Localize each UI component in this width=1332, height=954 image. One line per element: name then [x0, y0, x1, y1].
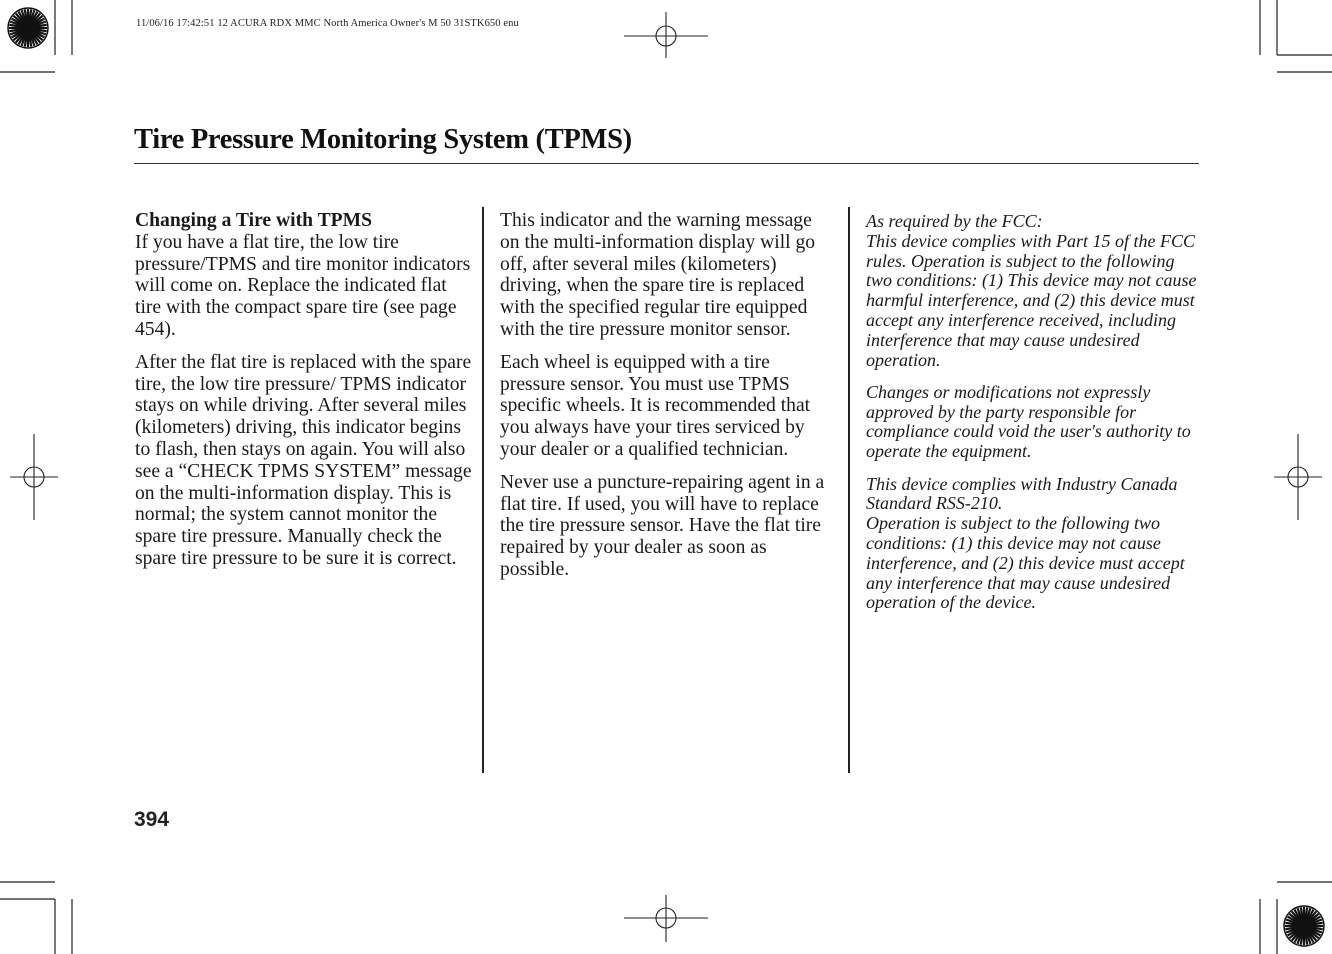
starburst-registration-mark-top-left [8, 8, 48, 48]
paragraph-indicator-off: This indicator and the warning message on the multi-information display will go off, after several miles (kilometers) driving, when the spare tire is replaced with the specified regular tire equipped with the tire pressure monitor sensor. [500, 210, 816, 340]
paragraph-wheel-sensor: Each wheel is equipped with a tire pressure sensor. You must use TPMS specific wheels. It is recommended that you always have your tires serviced by your dealer or a qualified technician. [500, 351, 811, 460]
starburst-registration-mark-bottom-right [1284, 906, 1324, 946]
modifications-statement: Changes or modifications not expressly approved by the party responsible for compliance could void the user's authority to operate the equipment. [866, 381, 1191, 462]
column-divider-right [848, 207, 850, 773]
paragraph-puncture-agent: Never use a puncture-repairing agent in a flat tire. If used, you will have to replace the tire pressure sensor. Have the flat tire repaired by your dealer as soon as possible. [500, 471, 825, 580]
page-title: Tire Pressure Monitoring System (TPMS) [134, 124, 632, 155]
print-job-info: 11/06/16 17:42:51 12 ACURA RDX MMC North America Owner's M 50 31STK650 enu [136, 18, 519, 29]
paragraph-flat-tire: If you have a flat tire, the low tire pressure/TPMS and tire monitor indicators will come on. Replace the indicated flat tire with the compact spare tire (see page 454). [135, 231, 471, 340]
paragraph-spare-tire: After the flat tire is replaced with the spare tire, the low tire pressure/ TPMS indicator stays on while driving. After several miles (kilometers) driving, this indicator begins to flash, then stays on again. You will also see a “CHECK TPMS SYSTEM” message on the multi-information display. This is normal; the system cannot monitor the spare tire pressure. Manually check the spare tire pressure to be sure it is correct. [135, 351, 472, 569]
column-right-regulatory [866, 212, 1204, 626]
column-middle [500, 210, 836, 592]
industry-canada-intro: This device complies with Industry Canada Standard RSS-210. [866, 473, 1178, 514]
title-rule [134, 163, 1199, 164]
column-left [135, 210, 475, 581]
industry-canada-statement: Operation is subject to the following two conditions: (1) this device may not cause interference, and (2) this device must accept any interference that may cause undesired operation of the device. [866, 513, 1185, 613]
column-divider-left [482, 207, 484, 773]
page-number: 394 [134, 808, 170, 831]
fcc-intro: As required by the FCC: [866, 211, 1043, 231]
section-heading: Changing a Tire with TPMS [135, 210, 372, 231]
fcc-statement: This device complies with Part 15 of the FCC rules. Operation is subject to the following two conditions: (1) This device may not cause harmful interference, and (2) this device must accept any interference received, including interference that may cause undesired operation. [866, 230, 1197, 370]
